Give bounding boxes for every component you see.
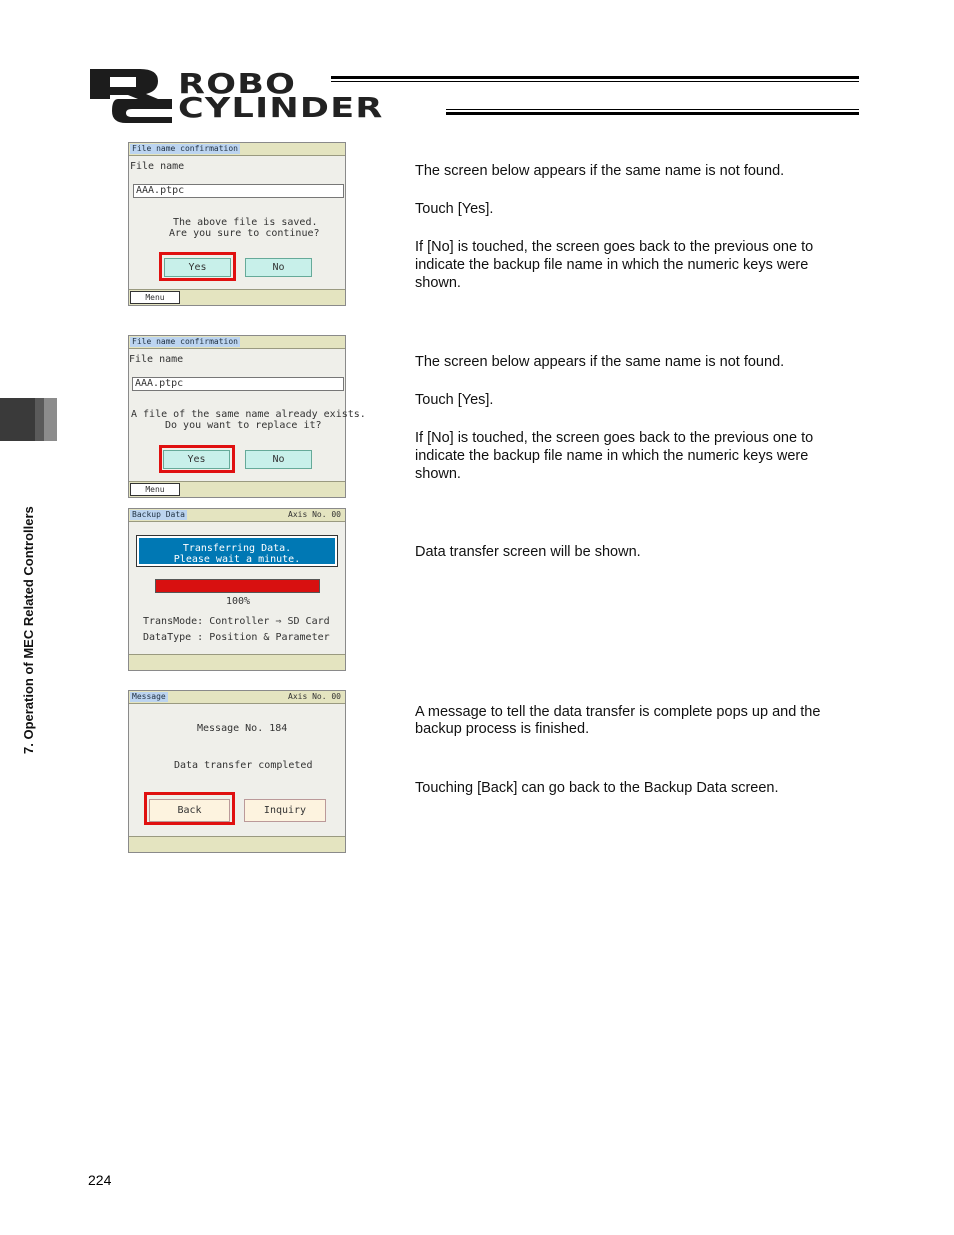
body-text: shown.: [415, 275, 461, 291]
chapter-tab-shade: [35, 398, 44, 441]
screen-title: File name confirmation: [132, 144, 238, 153]
screen-title-bar: [129, 336, 345, 349]
transfer-message-1: Transferring Data.: [182, 543, 292, 554]
screen-file-name-confirm-2: [128, 335, 366, 498]
transfer-message-2: Please wait a minute.: [173, 554, 301, 565]
screen-footer: [129, 289, 345, 305]
file-name-label: File name: [130, 161, 185, 172]
header-rule-bottom-thin: [446, 109, 859, 110]
body-text: A message to tell the data transfer is complete pops up and the: [415, 704, 821, 720]
screen-title: Backup Data: [132, 510, 185, 519]
logo-text-cylinder: CYLINDER: [178, 91, 384, 124]
page-number: 224: [88, 1172, 112, 1188]
screen-title-bar: [129, 143, 345, 156]
message-text: Data transfer completed: [174, 760, 313, 771]
screen-footer: [129, 654, 345, 670]
body-text: indicate the backup file name in which the numeric keys were: [415, 257, 809, 273]
back-button[interactable]: Back: [149, 799, 230, 822]
yes-button[interactable]: Yes: [163, 450, 230, 469]
body-text: Data transfer screen will be shown.: [415, 544, 641, 560]
no-button[interactable]: No: [245, 258, 312, 277]
replace-message-1: A file of the same name already exists.: [131, 409, 366, 420]
axis-number: Axis No. 00: [288, 692, 341, 701]
replace-message-2: Do you want to replace it?: [165, 420, 322, 431]
screen-title: File name confirmation: [132, 337, 238, 346]
file-name-input[interactable]: AAA.ptpc: [132, 377, 344, 391]
body-text: If [No] is touched, the screen goes back to the previous one to: [415, 430, 814, 446]
screen-title: Message: [132, 692, 166, 701]
yes-button[interactable]: Yes: [164, 258, 231, 277]
body-text: Touch [Yes].: [415, 392, 494, 408]
progress-bar-fill: [156, 580, 319, 592]
axis-number: Axis No. 00: [288, 510, 341, 519]
header-rule-top-thin: [331, 81, 859, 82]
chapter-side-label: 7. Operation of MEC Related Controllers: [21, 506, 36, 754]
chapter-tab: [0, 398, 35, 441]
logo-text-robo: ROBO: [178, 67, 297, 100]
trans-mode-line: TransMode: Controller ⇒ SD Card: [143, 616, 330, 627]
menu-button[interactable]: Menu: [130, 483, 180, 496]
file-name-label: File name: [129, 354, 184, 365]
screen-title-bar: [129, 691, 345, 704]
body-text: Touch [Yes].: [415, 201, 494, 217]
screen-title-bar: [129, 509, 345, 522]
screen-footer: [129, 836, 345, 852]
body-text: The screen below appears if the same name is not found.: [415, 163, 785, 179]
back-button-highlight: [144, 792, 235, 825]
screen-message: [128, 690, 346, 853]
yes-button-highlight: [159, 252, 236, 281]
inquiry-button[interactable]: Inquiry: [244, 799, 326, 822]
yes-button-highlight: [159, 445, 235, 473]
header-rule-bottom: [446, 112, 859, 115]
no-button[interactable]: No: [245, 450, 312, 469]
header-rule-top: [331, 76, 859, 79]
screen-file-name-confirm-1: [128, 142, 346, 306]
chapter-tab-light: [44, 398, 57, 441]
progress-percent: 100%: [226, 596, 251, 607]
body-text: indicate the backup file name in which the numeric keys were: [415, 448, 809, 464]
robo-cylinder-logo-icon: [88, 67, 172, 125]
transfer-status-box: [137, 536, 337, 566]
body-text: The screen below appears if the same name is not found.: [415, 354, 785, 370]
screen-backup-data: [128, 508, 346, 671]
menu-button[interactable]: Menu: [130, 291, 180, 304]
confirm-message-2: Are you sure to continue?: [169, 228, 320, 239]
screen-footer: [129, 481, 345, 497]
data-type-line: DataType : Position & Parameter: [143, 632, 330, 643]
body-text: Touching [Back] can go back to the Backup Data screen.: [415, 780, 779, 796]
body-text: backup process is finished.: [415, 721, 590, 737]
body-text: shown.: [415, 466, 461, 482]
body-text: If [No] is touched, the screen goes back to the previous one to: [415, 239, 814, 255]
message-number: Message No. 184: [197, 723, 288, 734]
confirm-message-1: The above file is saved.: [173, 217, 318, 228]
file-name-input[interactable]: AAA.ptpc: [133, 184, 344, 198]
progress-bar: [155, 579, 320, 593]
